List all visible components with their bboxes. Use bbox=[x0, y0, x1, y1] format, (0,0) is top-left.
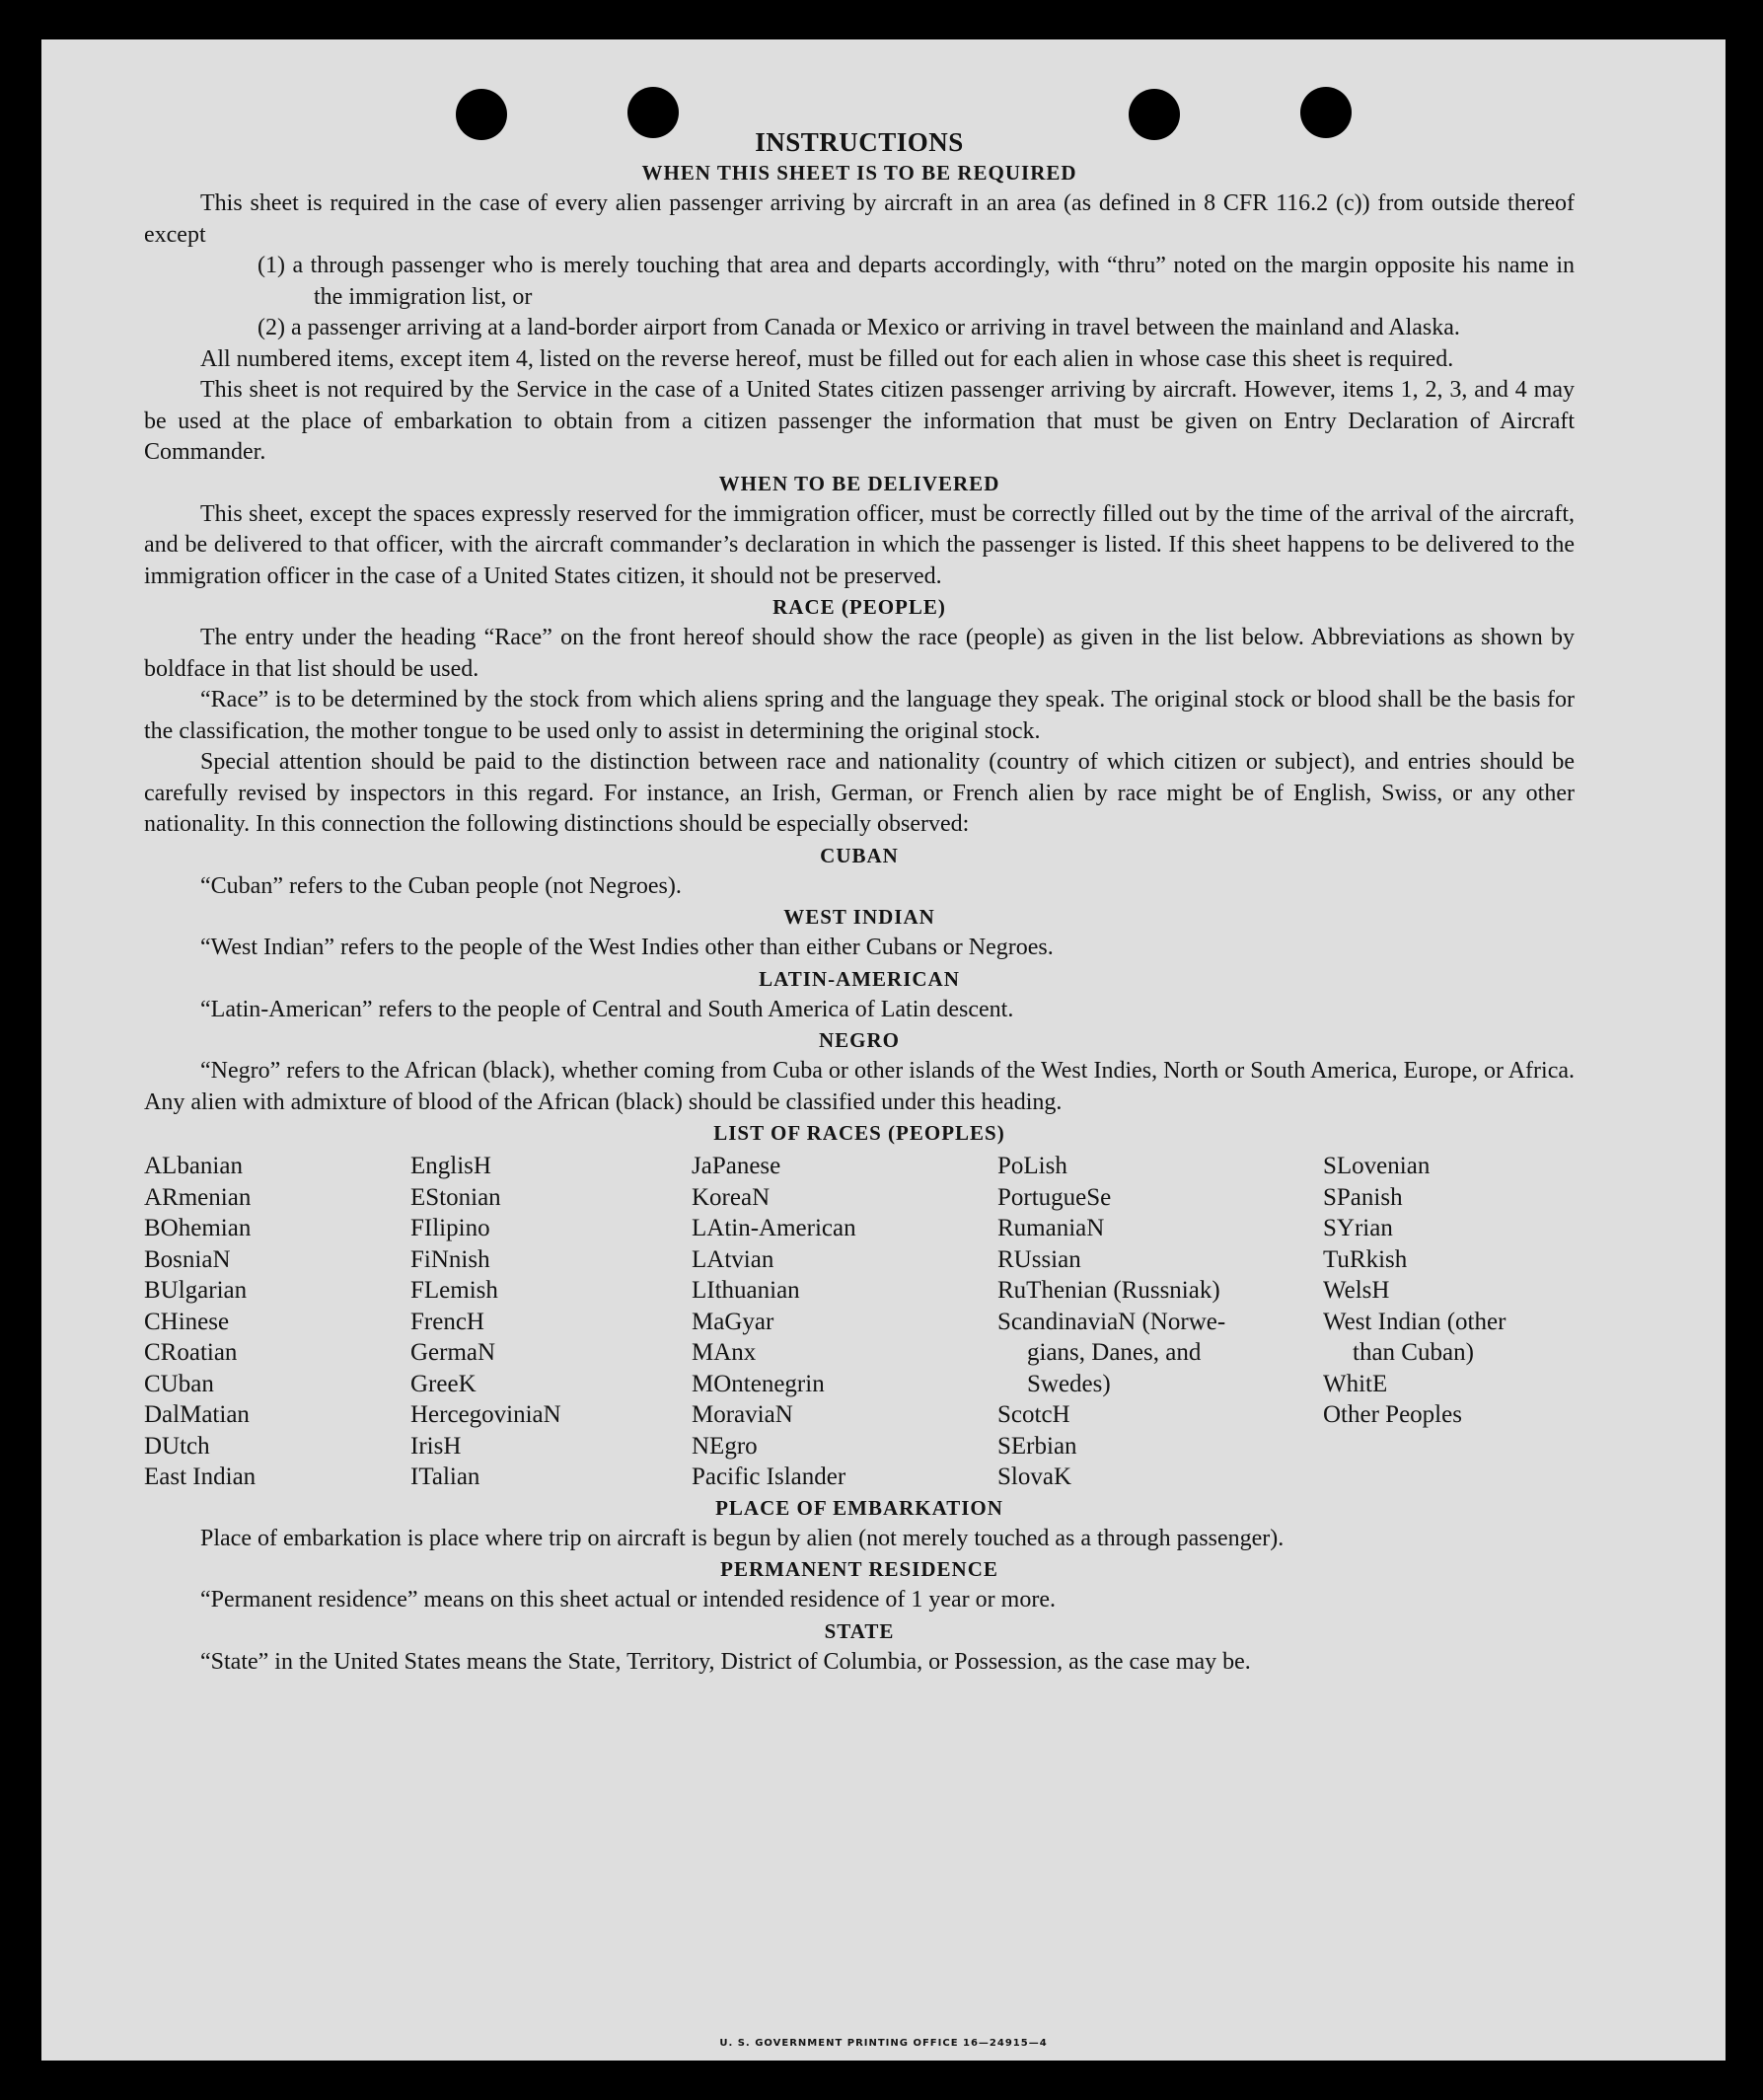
list-item: (2) a passenger arriving at a land-border airport from Canada or Mexico or arriving in travel between the mainland and Alaska. bbox=[257, 315, 1460, 340]
paragraph: “Negro” refers to the African (black), whether coming from Cuba or other islands of the West Indies, North or South America, Europe, or Africa. Any alien with admixture of blood of the African (black) should be classified under this heading. bbox=[144, 1058, 1575, 1115]
race-column bbox=[997, 1151, 1293, 1493]
race-entry: SLovenian bbox=[1323, 1153, 1431, 1179]
paragraph: “West Indian” refers to the people of the West Indies other than either Cubans or Negroes. bbox=[200, 935, 1054, 960]
paragraph: All numbered items, except item 4, listed on the reverse hereof, must be filled out for each alien in whose case this sheet is required. bbox=[200, 345, 1454, 372]
race-column bbox=[410, 1151, 662, 1493]
race-entry: RUssian bbox=[997, 1245, 1081, 1273]
race-entry: GreeK bbox=[410, 1370, 477, 1397]
paragraph: “Permanent residence” means on this sheet actual or intended residence of 1 year or more. bbox=[200, 1587, 1056, 1612]
race-entry: KoreaN bbox=[692, 1183, 771, 1211]
paragraph: “Race” is to be determined by the stock from which aliens spring and the language they speak. The original stock or blood shall be the basis for the classification, the mother tongue to be used only to assist in determining the original stock. bbox=[144, 687, 1575, 744]
race-entry: EStonian bbox=[410, 1183, 501, 1211]
section-heading: PLACE OF EMBARKATION bbox=[715, 1495, 1003, 1520]
race-entry: RuThenian (Russniak) bbox=[997, 1277, 1220, 1304]
race-entry: ScandinaviaN (Norwe- bbox=[997, 1308, 1226, 1335]
race-entry: BUlgarian bbox=[144, 1277, 248, 1304]
race-entry: WelsH bbox=[1323, 1277, 1390, 1304]
paragraph: “Cuban” refers to the Cuban people (not Negroes). bbox=[200, 872, 682, 899]
race-entry: CRoatian bbox=[144, 1339, 238, 1366]
race-entry: PoLish bbox=[997, 1153, 1067, 1179]
race-entry: FrencH bbox=[410, 1308, 484, 1335]
page-title: INSTRUCTIONS bbox=[755, 127, 964, 157]
section-heading: RACE (PEOPLE) bbox=[772, 595, 946, 619]
race-entry: ALbanian bbox=[144, 1153, 243, 1179]
instructions-content bbox=[144, 126, 1575, 1678]
paragraph: “State” in the United States means the State, Territory, District of Columbia, or Possession, as the case may be. bbox=[200, 1648, 1251, 1675]
race-entry: CHinese bbox=[144, 1308, 230, 1335]
race-entry: ITalian bbox=[410, 1463, 480, 1490]
section-heading: LIST OF RACES (PEOPLES) bbox=[713, 1121, 1005, 1145]
section-heading: NEGRO bbox=[818, 1028, 900, 1052]
race-entry: SPanish bbox=[1323, 1183, 1403, 1211]
race-entry: IrisH bbox=[410, 1432, 462, 1460]
paragraph: Place of embarkation is place where trip on aircraft is begun by alien (not merely touched as a through passenger). bbox=[200, 1525, 1285, 1551]
section-heading: STATE bbox=[824, 1618, 895, 1643]
race-entry: gians, Danes, and bbox=[1027, 1339, 1202, 1366]
race-entry: SErbian bbox=[997, 1432, 1077, 1460]
race-entry: LAtin-American bbox=[692, 1215, 856, 1241]
race-entry: CUban bbox=[144, 1370, 214, 1397]
race-entry: BosniaN bbox=[144, 1245, 231, 1273]
paragraph: “Latin-American” refers to the people of Central and South America of Latin descent. bbox=[200, 996, 1014, 1022]
section-heading: PERMANENT RESIDENCE bbox=[720, 1557, 998, 1581]
race-entry: LIthuanian bbox=[692, 1277, 800, 1304]
paragraph: This sheet, except the spaces expressly reserved for the immigration officer, must be correctly filled out by the time of the arrival of the aircraft, and be delivered to that officer, with the aircraft commander’s declaration in which the passenger is listed. If this sheet happens to be delivered to the immigration officer in the case of a United States citizen, it should not be preserved. bbox=[144, 500, 1575, 589]
race-entry: Swedes) bbox=[1027, 1370, 1111, 1397]
list-item: (1) a through passenger who is merely touching that area and departs accordingly, with “thru” noted on the margin opposite his name in the immigration list, or bbox=[257, 253, 1575, 310]
race-column bbox=[144, 1151, 381, 1493]
race-entry: HercegoviniaN bbox=[410, 1401, 561, 1428]
race-entry: RumaniaN bbox=[997, 1215, 1105, 1241]
race-entry: ARmenian bbox=[144, 1183, 252, 1211]
race-entry: WhitE bbox=[1323, 1370, 1388, 1397]
paragraph: The entry under the heading “Race” on the front hereof should show the race (people) as given in the list below. Abbreviations as shown by boldface in that list should be used. bbox=[144, 625, 1575, 682]
paragraph: This sheet is not required by the Service in the case of a United States citizen passenger arriving by aircraft. However, items 1, 2, 3, and 4 may be used at the place of embarkation to obtain from a citizen passenger the information that must be given on Entry Declaration of Aircraft Commander. bbox=[144, 377, 1575, 465]
race-entry: TuRkish bbox=[1323, 1245, 1408, 1273]
race-entry: LAtvian bbox=[692, 1245, 774, 1273]
race-entry: BOhemian bbox=[144, 1215, 252, 1241]
race-entry: West Indian (other bbox=[1323, 1308, 1506, 1335]
race-entry: SYrian bbox=[1323, 1215, 1393, 1241]
race-entry: Other Peoples bbox=[1323, 1401, 1462, 1428]
race-entry: DalMatian bbox=[144, 1401, 250, 1428]
race-entry: MaGyar bbox=[692, 1308, 774, 1335]
race-entry: MOntenegrin bbox=[692, 1370, 825, 1397]
section-heading: WEST INDIAN bbox=[783, 905, 935, 929]
section-heading: WHEN THIS SHEET IS TO BE REQUIRED bbox=[641, 161, 1077, 185]
paragraph: This sheet is required in the case of every alien passenger arriving by aircraft in an area (as defined in 8 CFR 116.2 (c)) from outside thereof except bbox=[144, 190, 1575, 248]
race-entry: ScotcH bbox=[997, 1401, 1070, 1428]
race-entry: MoraviaN bbox=[692, 1401, 793, 1428]
section-heading: WHEN TO BE DELIVERED bbox=[718, 471, 1000, 495]
race-entry: East Indian bbox=[144, 1463, 257, 1490]
race-entry: FLemish bbox=[410, 1277, 498, 1304]
race-entry: SlovaK bbox=[997, 1463, 1071, 1490]
section-heading: CUBAN bbox=[820, 843, 899, 867]
race-entry: MAnx bbox=[692, 1339, 757, 1366]
race-entry: JaPanese bbox=[692, 1153, 781, 1179]
race-column bbox=[1323, 1151, 1575, 1493]
race-list bbox=[144, 1151, 1575, 1493]
section-heading: LATIN-AMERICAN bbox=[759, 966, 960, 991]
race-entry: PortugueSe bbox=[997, 1183, 1112, 1211]
paragraph: Special attention should be paid to the distinction between race and nationality (country of which citizen or subject), and entries should be carefully revised by inspectors in this regard. For instance, an Irish, German, or French alien by race might be of English, Swiss, or any other nationality. In this connection the following distinctions should be especially observed: bbox=[144, 749, 1575, 837]
race-entry: GermaN bbox=[410, 1339, 496, 1366]
race-entry: EnglisH bbox=[410, 1153, 491, 1179]
race-entry: Pacific Islander bbox=[692, 1463, 846, 1490]
race-entry: FiNnish bbox=[410, 1245, 490, 1273]
race-entry: NEgro bbox=[692, 1432, 758, 1460]
race-column bbox=[692, 1151, 968, 1493]
race-entry: FIlipino bbox=[410, 1215, 490, 1241]
race-entry: than Cuban) bbox=[1353, 1339, 1474, 1366]
printing-office-footer: U. S. GOVERNMENT PRINTING OFFICE 16—24915—4 bbox=[719, 2038, 1048, 2049]
race-entry: DUtch bbox=[144, 1432, 210, 1460]
